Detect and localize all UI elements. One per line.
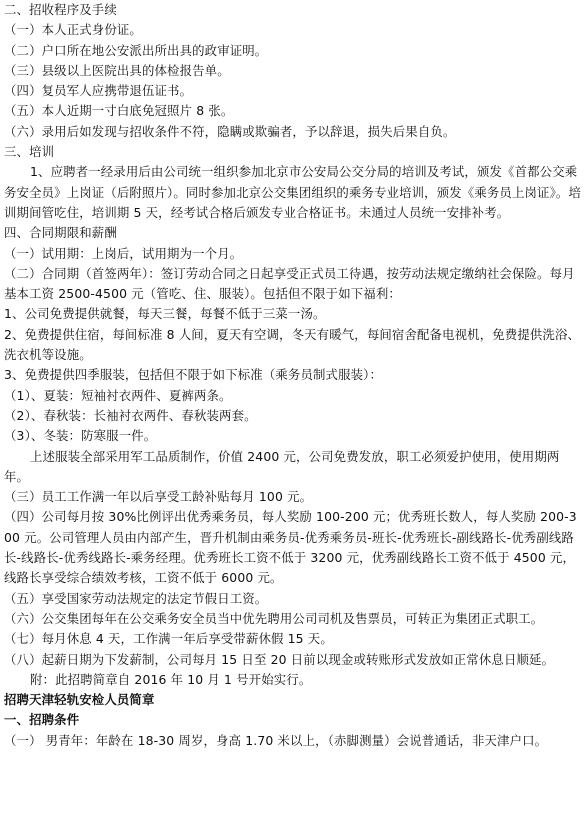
section-procedure (4, 0, 582, 142)
list-item: （五）享受国家劳动法规定的法定节假日工资。 (4, 590, 268, 606)
section-contract (4, 223, 582, 690)
list-item: （一）本人正式身份证。 (4, 22, 142, 38)
list-item: （二）合同期（首签两年）：签订劳动合同之日起享受正式员工待遇，按劳动法规定缴纳社会保险。每月基本工资 2500-4500 元（管吃、住、服装）。包括但不限于如下福利： (4, 265, 575, 302)
note: 附：此招聘简章自 2016 年 10 月 1 号开始实行。 (30, 671, 312, 687)
list-item: （一） 男青年：年龄在 18-30 周岁，身高 1.70 米以上，（赤脚测量）会说普通话，非天津户口。 (4, 732, 548, 748)
list-item: 1、公司免费提供就餐，每天三餐，每餐不低于三菜一汤。 (4, 306, 326, 322)
paragraph: 上述服装全部采用军工品质制作，价值 2400 元，公司免费发放，职工必须爱护使用，使用期两年。 (4, 448, 560, 484)
list-item: （五）本人近期一寸白底免冠照片 8 张。 (4, 103, 234, 119)
list-item: （二）户口所在地公安派出所出具的政审证明。 (4, 42, 268, 58)
paragraph: 1、应聘者一经录用后由公司统一组织参加北京市公安局公交分局的培训及考试，颁发《首都公交乘务安全员》上岗证（后附照片）。同时参加北京公交集团组织的乘务专业培训，颁发《乘务员上岗证》。培训期间管吃住，培训期 5 天，经考试合格后颁发专业合格证书。未通过人员统一安排补考。 (4, 164, 582, 220)
list-item: （六）录用后如发现与招收条件不符，隐瞒或欺骗者，予以辞退，损失后果自负。 (4, 123, 456, 139)
section-training (4, 142, 582, 223)
list-item: （1）、夏装：短袖衬衣两件、夏裤两条。 (4, 387, 232, 403)
list-item: 2、免费提供住宿，每间标准 8 人间，夏天有空调，冬天有暖气，每间宿舍配备电视机，免费提供洗浴、洗衣机等设施。 (4, 326, 581, 363)
section-heading: 一、招聘条件 (4, 712, 80, 728)
list-item: （三）员工工作满一年以后享受工龄补贴每月 100 元。 (4, 489, 313, 505)
list-item: （2）、春秋装：长袖衬衣两件、春秋装两套。 (4, 407, 257, 423)
list-item: （四）复员军人应携带退伍证书。 (4, 83, 193, 99)
list-item: （一）试用期：上岗后，试用期为一个月。 (4, 245, 243, 261)
document-page (4, 0, 582, 751)
section-heading: 四、合同期限和薪酬 (4, 225, 117, 241)
list-item: （四）公司每月按 30%比例评出优秀乘务员，每人奖励 100-200 元；优秀班长数人，每人奖励 200-300 元。公司管理人员由内部产生，晋升机制由乘务员-优秀乘务员-班长-优秀班长-副线路长-优秀副线路长-线路长-优秀线路长-乘务经理。优秀班长工资不低于 3200 元，优秀副线路长工资不低于 4500 元，线路长享受综合绩效考核，工资不低于 6000 元。 (4, 509, 577, 586)
list-item: （八）起薪日期为下发薪制，公司每月 15 日至 20 日前以现金或转账形式发放如正常休息日顺延。 (4, 651, 555, 667)
section-heading: 二、招收程序及手续 (4, 2, 117, 17)
list-item: （三）县级以上医院出具的体检报告单。 (4, 62, 230, 78)
list-item: （七）每月休息 4 天，工作满一年后享受带薪休假 15 天。 (4, 631, 333, 647)
list-item: 3、免费提供四季服装，包括但不限于如下标准（乘务员制式服装）： (4, 367, 383, 383)
list-item: （3）、冬装：防寒服一件。 (4, 428, 157, 444)
document-title: 招聘天津轻轨安检人员简章 (4, 692, 155, 708)
list-item: （六）公交集团每年在公交乘务安全员当中优先聘用公司司机及售票员，可转正为集团正式职工。 (4, 610, 544, 626)
section-heading: 三、培训 (4, 144, 55, 160)
section-tianjin (4, 690, 582, 751)
